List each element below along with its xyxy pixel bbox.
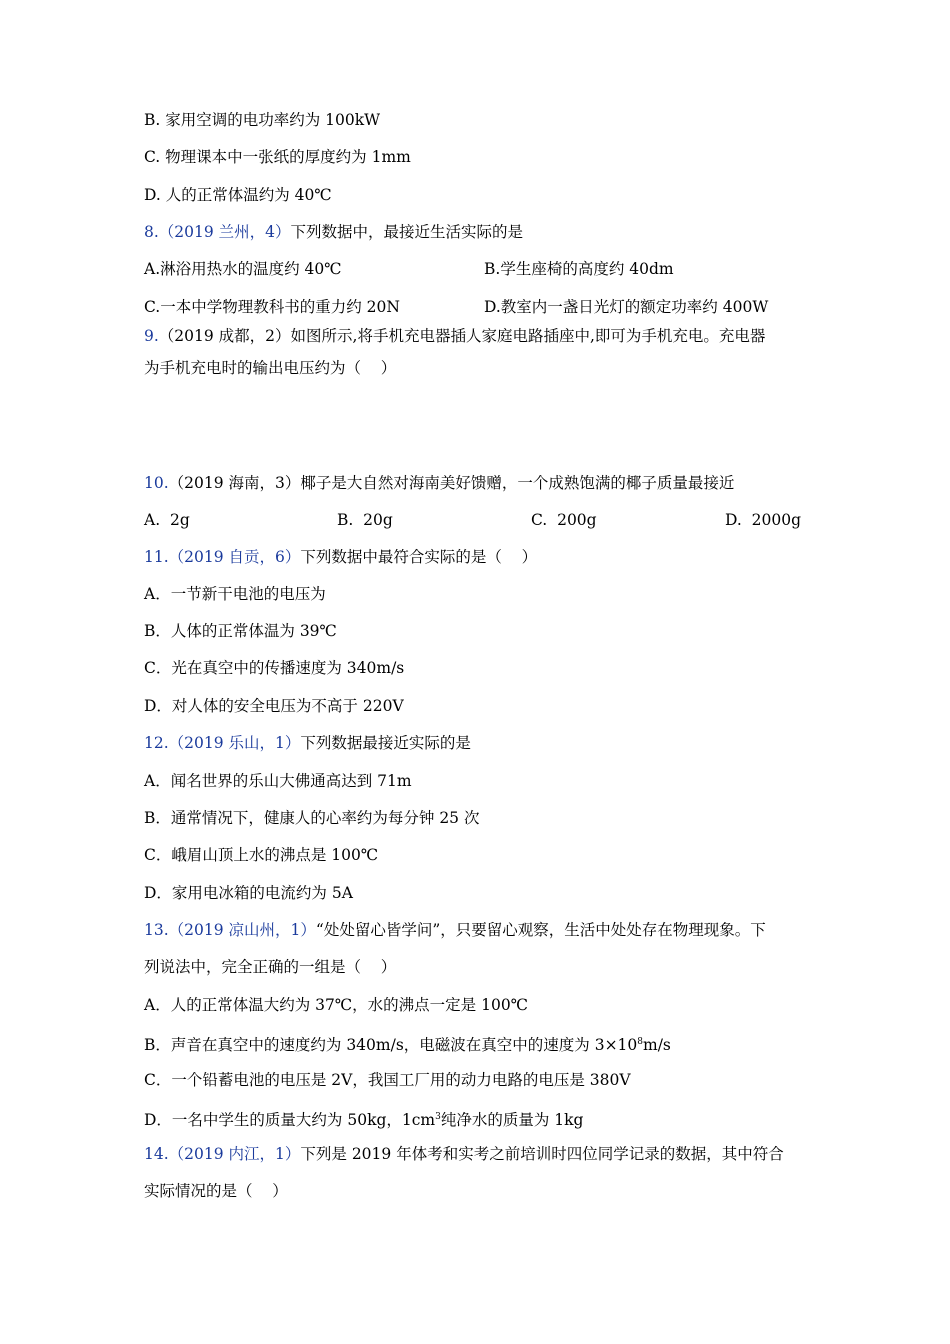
q13-option-b-text: B．声音在真空中的速度约为 340m/s，电磁波在真空中的速度为 3×10 bbox=[144, 1036, 638, 1055]
q8-option-c: C.一本中学物理教科书的重力约 20N bbox=[144, 298, 400, 316]
q14-stem-line-1 bbox=[144, 1144, 784, 1164]
q13-option-b-unit: m/s bbox=[643, 1036, 671, 1055]
q8-option-d: D.教室内一盏日光灯的额定功率约 400W bbox=[484, 298, 769, 316]
q9-stem-line-1 bbox=[144, 326, 765, 346]
q9-stem-1: （2019 成都，2）如图所示,将手机充电器插人家庭电路插座中,即可为手机充电。充电器 bbox=[158, 327, 766, 345]
q10-option-d: D. 2000g bbox=[725, 511, 802, 529]
q11-source-tag: 11.（2019 自贡，6） bbox=[144, 548, 301, 566]
q9-number: 9. bbox=[144, 327, 159, 345]
q13-option-b-exponent: 8 bbox=[637, 1037, 644, 1047]
q11-option-a: A．一节新干电池的电压为 bbox=[144, 585, 326, 603]
q12-option-b: B．通常情况下，健康人的心率约为每分钟 25 次 bbox=[144, 809, 480, 827]
q13-stem-1: “处处留心皆学问”，只要留心观察，生活中处处存在物理现象。下 bbox=[315, 921, 766, 939]
q13-stem-line-2: 列说法中，完全正确的一组是（ ） bbox=[144, 958, 397, 976]
q14-source-tag: 14.（2019 内江，1） bbox=[144, 1145, 301, 1163]
q8-stem-line bbox=[144, 222, 523, 242]
q8-option-a: A.淋浴用热水的温度约 40℃ bbox=[144, 260, 342, 278]
q7-option-c: C. 物理课本中一张纸的厚度约为 1mm bbox=[144, 148, 411, 166]
q14-stem-1: 下列是 2019 年体考和实考之前培训时四位同学记录的数据，其中符合 bbox=[300, 1145, 784, 1163]
q8-option-b: B.学生座椅的高度约 40dm bbox=[484, 260, 674, 278]
q13-source-tag: 13.（2019 凉山州，1） bbox=[144, 921, 316, 939]
q11-option-d: D．对人体的安全电压为不高于 220V bbox=[144, 697, 404, 715]
q12-stem: 下列数据最接近实际的是 bbox=[300, 734, 471, 752]
q9-stem-line-2: 为手机充电时的输出电压约为（ ） bbox=[144, 359, 397, 377]
q10-option-a: A. 2g bbox=[144, 511, 190, 529]
q13-option-d-exponent: 3 bbox=[435, 1112, 441, 1122]
q13-option-c: C．一个铅蓄电池的电压是 2V，我国工厂用的动力电路的电压是 380V bbox=[144, 1071, 631, 1089]
q13-option-a: A．人的正常体温大约为 37℃，水的沸点一定是 100℃ bbox=[144, 996, 529, 1014]
q12-option-c: C．峨眉山顶上水的沸点是 100℃ bbox=[144, 846, 379, 864]
q13-option-d bbox=[144, 1107, 583, 1130]
q14-stem-line-2: 实际情况的是（ ） bbox=[144, 1182, 288, 1200]
q12-stem-line bbox=[144, 733, 471, 753]
q12-option-a: A．闻名世界的乐山大佛通高达到 71m bbox=[144, 772, 412, 790]
q11-option-b: B．人体的正常体温为 39℃ bbox=[144, 622, 337, 640]
q13-option-b bbox=[144, 1032, 671, 1055]
q7-option-d: D. 人的正常体温约为 40℃ bbox=[144, 186, 332, 204]
q10-option-b: B. 20g bbox=[337, 511, 393, 529]
q12-option-d: D．家用电冰箱的电流约为 5A bbox=[144, 884, 353, 902]
q7-option-b: B. 家用空调的电功率约为 100kW bbox=[144, 111, 381, 129]
q10-stem: （2019 海南，3）椰子是大自然对海南美好馈赠，一个成熟饱满的椰子质量最接近 bbox=[168, 474, 735, 492]
q13-option-d-tail: 纯净水的质量为 1kg bbox=[440, 1111, 584, 1130]
q11-option-c: C．光在真空中的传播速度为 340m/s bbox=[144, 659, 405, 677]
q8-stem: 下列数据中，最接近生活实际的是 bbox=[290, 223, 524, 241]
q8-source-tag: 8.（2019 兰州，4） bbox=[144, 223, 291, 241]
q11-stem-line bbox=[144, 547, 537, 567]
q10-number: 10. bbox=[144, 474, 169, 492]
q11-stem: 下列数据中最符合实际的是（ ） bbox=[300, 548, 538, 566]
q13-stem-line-1 bbox=[144, 920, 766, 940]
q13-option-d-text: D．一名中学生的质量大约为 50kg，1cm bbox=[144, 1111, 436, 1130]
q12-source-tag: 12.（2019 乐山，1） bbox=[144, 734, 301, 752]
q10-option-c: C. 200g bbox=[531, 511, 597, 529]
q10-stem-line bbox=[144, 473, 734, 493]
